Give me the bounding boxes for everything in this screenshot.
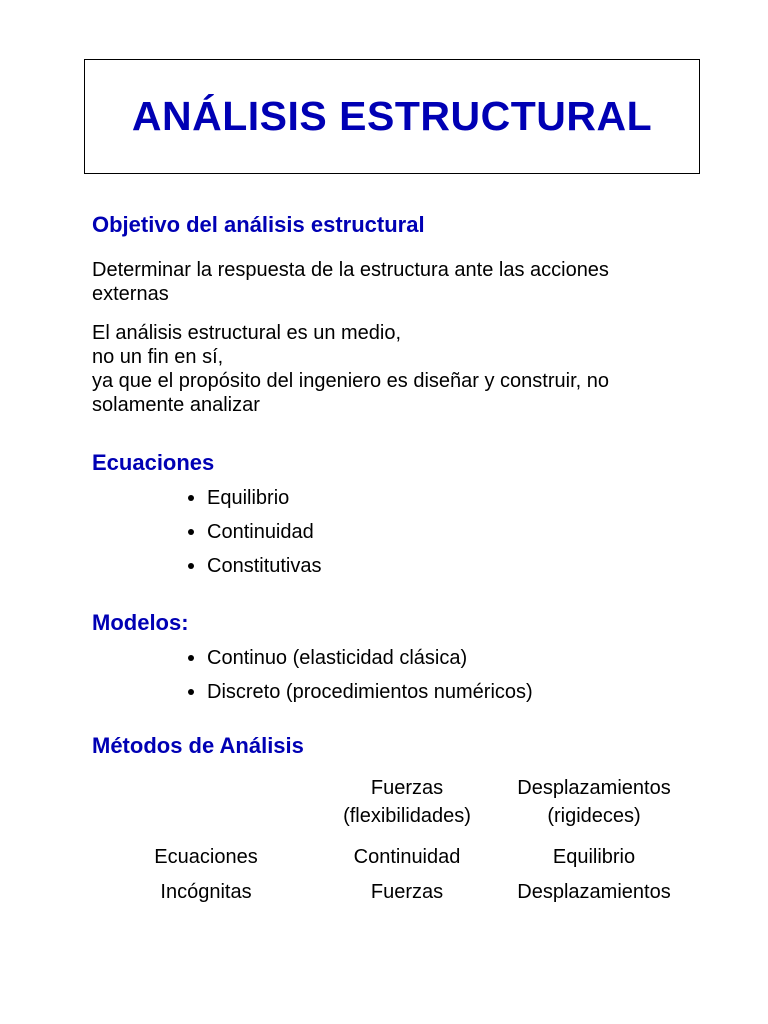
- title-box: [84, 59, 700, 174]
- table-cell: Fuerzas: [370, 881, 444, 903]
- table-row-label: Ecuaciones: [154, 846, 258, 868]
- text-line: externas: [92, 283, 169, 305]
- header-line: Fuerzas: [370, 777, 444, 799]
- text-line: Determinar la respuesta de la estructura ante las acciones: [92, 259, 609, 281]
- table-cell: Desplazamientos: [517, 881, 671, 903]
- section-heading-ecuaciones: Ecuaciones: [92, 450, 215, 475]
- list-item: [186, 486, 322, 520]
- text-line: ya que el propósito del ingeniero es diseñar y construir, no: [92, 370, 609, 392]
- bullet-icon: [188, 689, 194, 695]
- header-line: (flexibilidades): [343, 805, 471, 827]
- ecuaciones-list: [186, 486, 322, 588]
- header-line: Desplazamientos: [517, 777, 671, 799]
- bullet-icon: [188, 655, 194, 661]
- bullet-icon: [188, 529, 194, 535]
- list-item-label: Continuidad: [207, 521, 314, 543]
- list-item-label: Continuo (elasticidad clásica): [207, 647, 468, 669]
- text-line: no un fin en sí,: [92, 346, 224, 368]
- text-line: solamente analizar: [92, 394, 260, 416]
- objetivo-paragraph-1: [92, 258, 732, 306]
- table-row-label: Incógnitas: [160, 881, 252, 903]
- table-cell: Equilibrio: [552, 846, 636, 868]
- page-title: ANÁLISIS ESTRUCTURAL: [131, 93, 653, 139]
- list-item-label: Discreto (procedimientos numéricos): [207, 681, 533, 703]
- section-heading-objetivo: Objetivo del análisis estructural: [92, 212, 425, 237]
- list-item: [186, 680, 533, 714]
- modelos-list: [186, 646, 533, 714]
- list-item: [186, 646, 533, 680]
- table-header-fuerzas: [326, 774, 488, 830]
- list-item-label: Constitutivas: [207, 555, 322, 577]
- list-item: [186, 554, 322, 588]
- list-item: [186, 520, 322, 554]
- text-line: El análisis estructural es un medio,: [92, 322, 402, 344]
- bullet-icon: [188, 563, 194, 569]
- bullet-icon: [188, 495, 194, 501]
- section-heading-metodos: Métodos de Análisis: [92, 733, 304, 758]
- section-heading-modelos: Modelos:: [92, 610, 189, 635]
- table-header-desplazamientos: [494, 774, 694, 830]
- header-line: (rigideces): [547, 805, 641, 827]
- objetivo-paragraph-2: [92, 321, 732, 417]
- table-cell: Continuidad: [353, 846, 461, 868]
- list-item-label: Equilibrio: [207, 487, 290, 509]
